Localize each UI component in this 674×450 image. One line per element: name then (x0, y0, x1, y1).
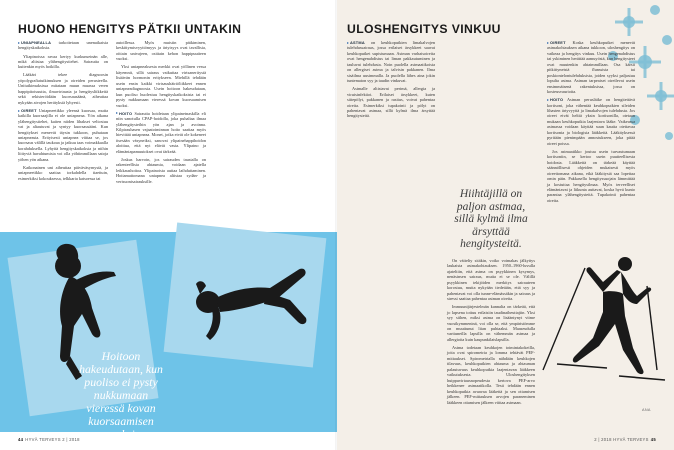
paragraph-text: Yksi uniapneaksesta merkki ovat yöllinen vessa käyemnit, sillä sairaus vaikuttaa virtsaneritystä lisäävän hormonin eritykseen. Miehillä tehdään usein ensin kaikki virtsaushäiriöliikkeet ennen uniapneadiagnoosia. Usein hoitoon hakeudutaan, kun puoliso huolestuu hengityskatkoksista tai ei pysty nukkumaan vieressä kovan kuorsaamisen vuoksi. (116, 64, 206, 108)
bullet-triangle-icon (18, 42, 20, 44)
folio-text: HYVÄ TERVEYS 2 | 2018 (25, 437, 80, 442)
lead-word: HOITO (550, 97, 564, 103)
lead-word: UNIAPNEALLA (21, 40, 52, 45)
paragraph-text: Astmalle altistavat perimä, allergia ja viruisinfektiot. Erilaiset ärsykkeet, kuten siitepölyt, pakkanen ja rasitus, voivat pahentaa oireita. Esimerkiksi tupakointi ja pölyt on pahentavat astmaa, sillä kylmä ilma ärsyttää hengitysteitä. (347, 86, 435, 119)
paragraph-text: Astma todetaan keuhkojen toimintakokeilla, joita ovat spirometria ja lomma tehtävät PEF-mittaukset. Spirometrialla nähdään keuhkojen tilavuus, keuhkoputkien ahtauma ja ahtauman palautuvuus keuhkoputkia laajentavan lääkkeen vaikutuksesta. Uloshengityksen huippuvirtausnopeudesta kertova PEF-arvo heikkenee astmaatikolla. Testi tehdään ennen keuhkoputkia avaavaa lääkettä ja sen ottamisen jälkeen. PEF-mittauksen arvojen paraneminen lääkkeen ottamisen jälkeen viittaa astmaan. (447, 344, 535, 405)
right-page (337, 0, 674, 450)
lead-word: OIREET (550, 40, 566, 45)
paragraph-text: on keuhkoputkien limakalvojen tulehdussairaus, jossa erilaiset ärsykkeet saavat keuhkoputket supistumaan. Astman varhaisoireita ovat hengenahdistus tai liman pakkautuminen ja tauluvat tulehdusta. Noin puolella astmaatikoista on allergiset astma ja talvisin pakkanen. Ilma sisäilma uusimmalla. Ja puolella lähes aina jokin tuntematon syy ja taudin vinkuvat. (347, 40, 435, 84)
bullet-triangle-icon (347, 42, 349, 44)
paragraph-text: Joskus harvoin, jos sairauden taustalla on rakenteellisia ahtaumia, voidaan ajatella leikkaushoitoa. Ylipainoista auttaa laihduttaminen. Hoitamattomana uniapnea altistaa sydän- ja verisuonisairauksille. (116, 156, 206, 184)
illustration-credit: ANA (642, 408, 651, 412)
paragraph-text: Astman perusläike on hengitettävä kortisoni, joka vähentää keuhkoputkien sileiden lihasten ärtyvyyttä ja limakalvojen tulehdusta. Jos oireet eivät heltiä yksin kortisonilla, otetaan mukaan keuhkoputkia laajentava lääke. Vaikeassa astmassa voidaan käyttää suun kautta otettavaa kortisonia ja biologisia lääkkeitä. Lääkityksessä pyritään pienimpään annostukseen, joka pitää oireet poissa. (547, 97, 635, 146)
left-headline: HUONO HENGITYS PÄTKII UNTAKIN (18, 22, 242, 36)
paragraph-text: Sairautta hoidetaan ylipainetnaskilla eli niin sanotulla CPAP-hoidolla, joka puhaltaa ilmaa ylähengitysteihin yön ajan ja avoinna. Kilpirauhasen vajaatoiminnan hoito saattaa myös hievittää uniapneaa. Monet, jotka eivät ole kokeneet itsesään väsyneiksi, sanovat ylipainehappihoidon aloittua, että nyt elävät vasta. Ylipaino ja elämäntapamuutokset ovat tärkeää. (116, 110, 206, 154)
paragraph-text: Yliapinoissa ravaa kertyy kurkunseinän alle, mikä altistaa ylähengitystiehet. Sairautta on kuitenkin myös hoikilla. (18, 53, 108, 70)
lead-word: ASTMA (350, 40, 365, 45)
bullet-triangle-icon (547, 42, 549, 44)
right-pull-quote: Hiihtäjillä on paljon astmaa, sillä kylmä ilma ärsyttää hengitysteitä. (454, 188, 528, 250)
right-column-2 (447, 258, 535, 408)
lead-word: HOITO (119, 110, 133, 116)
paragraph-text: Lääkäri tekee diagnoosin yöpolygrafiatutkimuksen ja oireiden perusteella. Unitutkimuksissa mitataan muun muassa veren happipitoisuutta, ilmavirtausta ja hengitysliikkeitä sekä rekisteröidään kuorsausäänä, aiheuttaa nykyään aivojen herätyksiä lyhyesti. (18, 72, 108, 105)
right-column-1 (347, 40, 435, 122)
paragraph-text: autoillessa. Myös muistin pätkiminen, keskittymisvyyttömyys ja ärtyisyys ovat tavallisia, oittain univajeen, osittain kehon happipuutteen vuoksi. (116, 40, 206, 62)
skier-illustration (537, 250, 667, 400)
bullet-triangle-icon (116, 112, 118, 114)
sleeping-man-illustration (178, 240, 318, 350)
left-column-1 (18, 40, 108, 184)
paragraph-text: Immuunijärjestelmän kannalta on tärkeää, että jo lapsena tottuu erilaisiin taudinaiheuttajiin. Yksi syy siihen, miksi astma on lisääntynyt viime vuosikymmeninä, voi olla se, että ympäristömme on muuttunut liian puhtaaksi. Maaseudulla varttuneilla lapsilla on vähemmän astmaa ja allergioita kuin kaupunkilaislapsilla. (447, 304, 535, 342)
left-pull-quote: Hoitoon hakeudutaan, kun puoliso ei pysty nukkumaan vieressä kovan kuorsaamisen vuoksi. (79, 349, 163, 441)
bullet-triangle-icon (547, 99, 549, 101)
left-folio (18, 437, 80, 442)
folio-text: 2 | 2018 HYVÄ TERVEYS (594, 437, 649, 442)
page-number: 44 (18, 437, 24, 442)
right-headline: ULOSHENGITYS VINKUU (347, 22, 501, 36)
paragraph-text: Katkonainen uni aiheuttaa päiväväsymystä, ja uniapneetikko saattaa torkahdella tiaettuin, esimerkiksi kokouksessa, telkkaria katsoessa tai (18, 164, 108, 181)
paragraph-text: Koska keuhkoputket menevät astmakohtauksen aikana tukkoon, uloshengitys on vaikeaa ja hengitys vinkuu. Usein hengenahdistus tai yskiminen herättää aamuyöstä, kun hengitysteet ovat muutenkin ahtaimmillaan. Osa kärsii pitkittyneistä flunssista tai poskiontelontulehduksista, joiden syyksi paljastuu lopulta astma. Astman tarpeaiset oireilevat usein ensimmäisenä rakentuksissa, jossa on kosteusvaurioita. (547, 40, 635, 95)
left-column-2 (116, 40, 206, 187)
right-folio (594, 437, 656, 442)
lead-word: OIREET (21, 107, 37, 113)
right-column-3 (547, 40, 635, 206)
bullet-triangle-icon (18, 110, 20, 112)
paragraph-text: tarkoitetaan unenaikaisia hengityskatkoksia. (18, 40, 108, 51)
page-number: 45 (650, 437, 656, 442)
paragraph-text: Jos astmaatikko joutuu usein turvautumaan kortisoniin, se kertoo usein puutteellisesta hoidosta. Lääkkeitä on tärkeää käyttää säännöllisesti ohjeiden mukaisesti myös oireettomana aikana, eikä lääkitystä saa lopettaa omin päin. Pakkasella hengityssuojain lämmittää ja kostuttaa hengitysilmaa. Myös terveelliset elämäntavat ja liikunta auttavat, koska hyvä kunto parantaa ylähengitysteitä. Tupakointi pahentaa oireita. (547, 148, 635, 203)
paragraph-text: On väitelty sitäkin, voiko voimakas jälkyttys laukaista astmakohtauksen. 1950–1960-luvulla ajateltiin, että astma on psyykkinen kysymys, nenäsinsen sairaus, mutta ei se ole. Välillä psyykkinen tekijöiden merkitys sairauteen korostuu, mutta nykyään tiedetään, että syy ja pahentavat voi olla tunne-elämässäkin ja sairaus ja stressi saattaa pahentaa astman oireita. (447, 258, 535, 302)
paragraph-text: Uniapneetikko yleensä kuorsaa, mutta kaikilla kuorsaajilla ei ole uniapneaa. Yön aikana ylähengitystiehet, kaiten niiden lihakset veltostuu vat ja altautuvat ja syntyy kuorsausääni. Kun hengitykset menevät täysin tukkoon, puhutaan uniapneasta. Erityisesti uniapnea viittaa se, jos kuorsaus välillä taukoaa ja jatkuu taas voimakkaalla korahduksella. Lyhyitä hengityskatkoksia ja niihin liittyviä havahtumisia voi olla yöhtimmillaan satoja yöhen yön aikana. (18, 107, 108, 162)
